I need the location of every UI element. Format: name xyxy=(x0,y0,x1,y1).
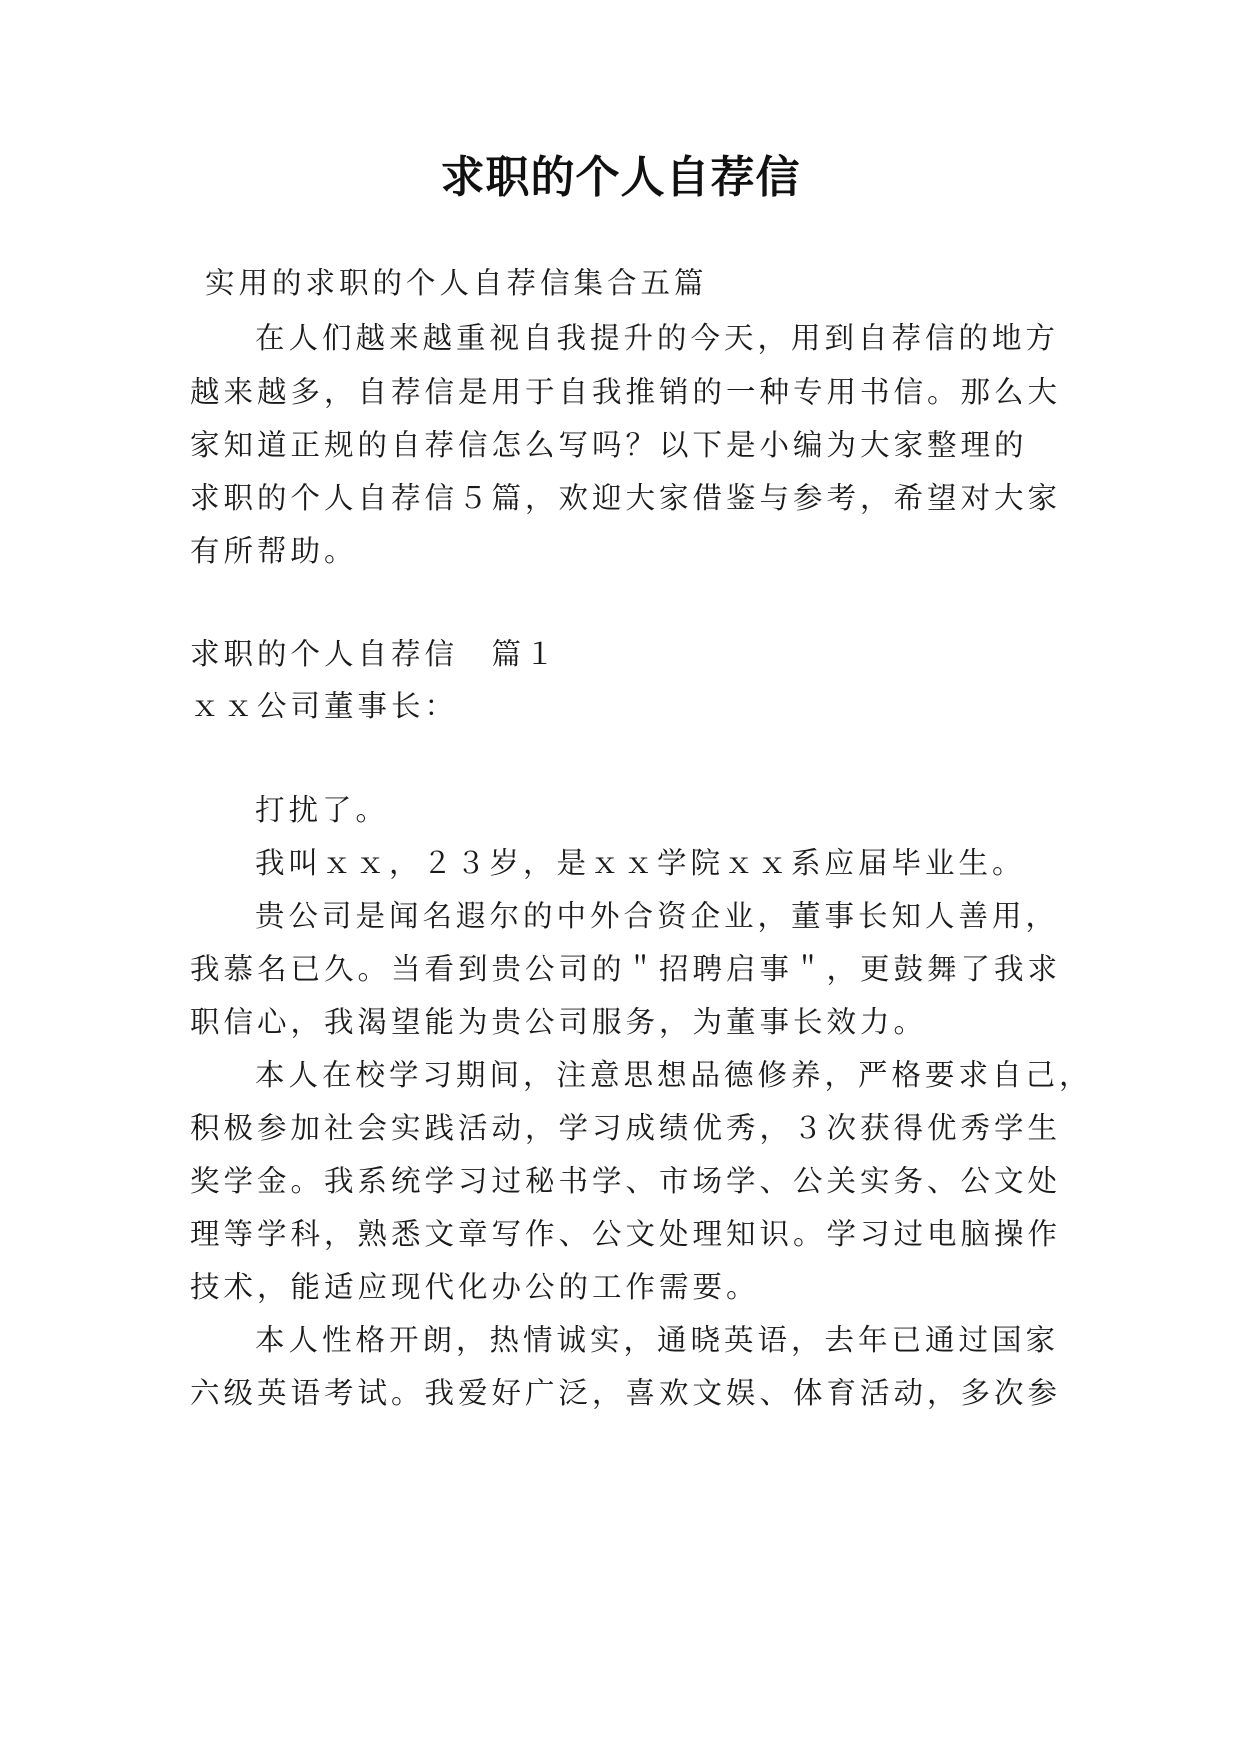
salutation: ｘｘ公司董事长： xyxy=(190,689,459,723)
section-heading: 求职的个人自荐信 篇１ xyxy=(190,637,559,671)
paragraph-line: 技术，能适应现代化办公的工作需要。 xyxy=(190,1270,760,1304)
self-intro-line: 我叫ｘｘ，２３岁，是ｘｘ学院ｘｘ系应届毕业生。 xyxy=(255,846,1026,880)
paragraph-line: 本人在校学习期间，注意思想品德修养，严格要求自己， xyxy=(255,1058,1093,1092)
greeting-line: 打扰了。 xyxy=(255,793,390,827)
paragraph-line: 六级英语考试。我爱好广泛，喜欢文娱、体育活动，多次参 xyxy=(190,1376,1062,1410)
intro-line: 求职的个人自荐信５篇，欢迎大家借鉴与参考，希望对大家 xyxy=(190,481,1062,515)
document-title: 求职的个人自荐信 xyxy=(440,152,801,203)
paragraph-line: 本人性格开朗，热情诚实，通晓英语，去年已通过国家 xyxy=(255,1323,1060,1357)
paragraph-line: 职信心，我渴望能为贵公司服务，为董事长效力。 xyxy=(190,1005,928,1039)
intro-line: 有所帮助。 xyxy=(190,534,358,568)
paragraph-line: 积极参加社会实践活动，学习成绩优秀，３次获得优秀学生 xyxy=(190,1111,1062,1145)
paragraph-line: 奖学金。我系统学习过秘书学、市场学、公关实务、公文处 xyxy=(190,1164,1062,1198)
paragraph-line: 贵公司是闻名遐尔的中外合资企业，董事长知人善用， xyxy=(255,899,1060,933)
paragraph-line: 我慕名已久。当看到贵公司的＂招聘启事＂，更鼓舞了我求 xyxy=(190,952,1062,986)
paragraph-line: 理等学科，熟悉文章写作、公文处理知识。学习过电脑操作 xyxy=(190,1217,1062,1251)
intro-line: 越来越多，自荐信是用于自我推销的一种专用书信。那么大 xyxy=(190,375,1062,409)
document-subtitle: 实用的求职的个人自荐信集合五篇 xyxy=(205,266,708,300)
intro-line: 在人们越来越重视自我提升的今天，用到自荐信的地方 xyxy=(255,321,1060,355)
intro-line: 家知道正规的自荐信怎么写吗？以下是小编为大家整理的 xyxy=(190,428,1028,462)
